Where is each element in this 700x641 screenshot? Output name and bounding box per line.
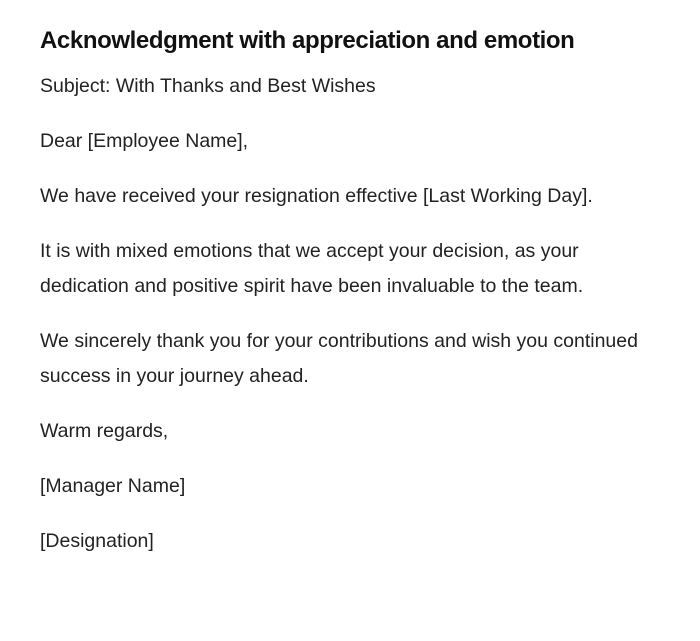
signature-name: [Manager Name] xyxy=(40,475,186,497)
body-paragraph: It is with mixed emotions that we accept your decision, as your dedication and positive spirit have been invaluable to the team. xyxy=(40,240,584,297)
closing: Warm regards, xyxy=(40,420,169,442)
body-paragraph: We have received your resignation effective [Last Working Day]. xyxy=(40,185,593,207)
letter-document xyxy=(40,24,644,579)
salutation: Dear [Employee Name], xyxy=(40,130,249,152)
document-title: Acknowledgment with appreciation and emotion xyxy=(40,27,575,54)
body-paragraph: We sincerely thank you for your contributions and wish you continued success in your journey ahead. xyxy=(40,330,638,387)
signature-designation: [Designation] xyxy=(40,530,154,552)
subject-line: Subject: With Thanks and Best Wishes xyxy=(40,75,376,97)
